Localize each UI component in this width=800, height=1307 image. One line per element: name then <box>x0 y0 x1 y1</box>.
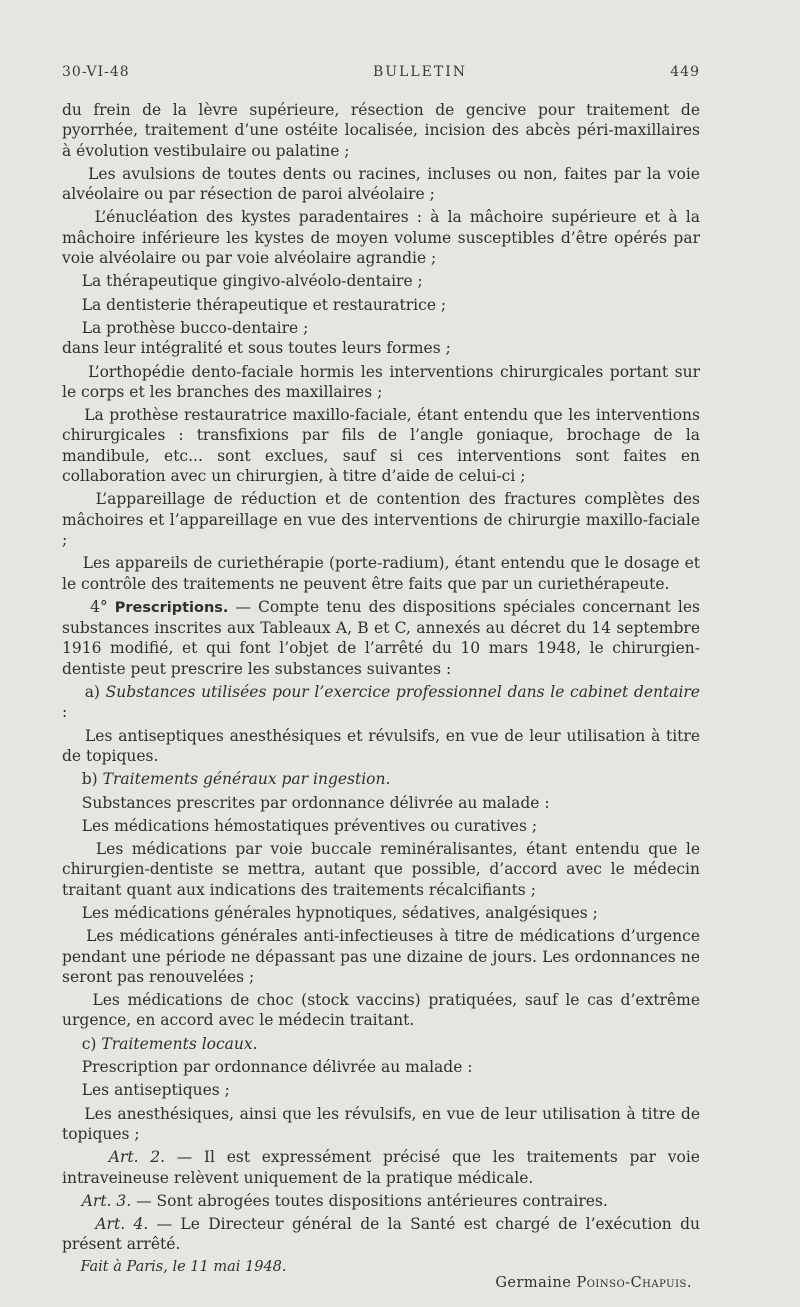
section-c-item: Les antiseptiques ; <box>81 1081 230 1100</box>
paragraph: La prothèse restauratrice maxillo-faciale, étant entendu que les interventions chirurgicales : transfixions par fils de l’angle goniaque, brochage de la mandibule, etc... sont exclues, sauf si ces interventions sont faites en collaboration avec un chirurgien, à titre d’aide de celui-ci ; <box>62 406 700 486</box>
article-label: Art. 2. <box>108 1148 166 1167</box>
header-title: BULLETIN <box>372 64 467 80</box>
paragraph: La dentisterie thérapeutique et restauratrice ; <box>81 295 447 314</box>
article-label: Art. 4. <box>95 1215 149 1234</box>
section-b-item: Les médications par voie buccale reminéralisantes, étant entendu que le chirurgien-dentiste se mettra, autant que possible, d’accord avec le médecin traitant quant aux indications des traitements récalcifiants ; <box>62 840 700 899</box>
signature-block <box>62 1257 700 1293</box>
article: Art. 2. — Il est expressément précisé que les traitements par voie intraveineuse relèvent uniquement de la pratique médicale. <box>62 1148 700 1187</box>
signature-author: Germaine Poinso-Chapuis. <box>495 1274 692 1291</box>
document-body <box>62 100 700 1293</box>
section-c-item: Prescription par ordonnance délivrée au malade : <box>81 1058 473 1077</box>
section-b-item: Les médications de choc (stock vaccins) pratiquées, sauf le cas d’extrême urgence, en accord avec le médecin traitant. <box>62 991 701 1030</box>
paragraph: La thérapeutique gingivo-alvéolo-dentaire ; <box>81 272 423 291</box>
page-number: 449 <box>670 64 700 80</box>
header-date: 30-VI-48 <box>62 64 130 80</box>
article: Art. 4. — Le Directeur général de la Santé est chargé de l’exécution du présent arrêté. <box>62 1215 700 1254</box>
paragraph: L’appareillage de réduction et de contention des fractures complètes des mâchoires et l’appareillage en vue des interventions de chirurgie maxillo-faciale ; <box>62 490 700 549</box>
section-c-heading: c) Traitements locaux. <box>81 1034 258 1053</box>
section-c-item: Les anesthésiques, ainsi que les révulsifs, en vue de leur utilisation à titre de topiques ; <box>62 1104 701 1143</box>
paragraph: dans leur intégralité et sous toutes leurs formes ; <box>62 339 451 358</box>
article: Art. 3. — Sont abrogées toutes dispositions antérieures contraires. <box>81 1191 608 1210</box>
prescriptions-paragraph <box>62 597 700 679</box>
paragraph: du frein de la lèvre supérieure, résection de gencive pour traitement de pyorrhée, traitement d’une ostéite localisée, incision des abcès péri-maxillaires à évolution vestibulaire ou palatine ; <box>62 101 700 160</box>
section-b-item: Substances prescrites par ordonnance délivrée au malade : <box>81 793 550 812</box>
paragraph: L’énucléation des kystes paradentaires : à la mâchoire supérieure et à la mâchoire inférieure les kystes de moyen volume susceptibles d’être opérés par voie alvéolaire ou par voie alvéolaire agrandie ; <box>62 208 700 268</box>
prescriptions-number: 4° <box>90 597 108 616</box>
paragraph: Les appareils de curiethérapie (porte-radium), étant entendu que le dosage et le contrôle des traitements ne peuvent être faits que par un curiethérapeute. <box>62 554 700 593</box>
paragraph: L’orthopédie dento-faciale hormis les interventions chirurgicales portant sur le corps et les branches des maxillaires ; <box>62 362 700 401</box>
section-b-item: Les médications hémostatiques préventives ou curatives ; <box>81 816 538 835</box>
section-b-heading: b) Traitements généraux par ingestion. <box>81 770 391 789</box>
signature-date: Fait à Paris, le 11 mai 1948. <box>80 1258 287 1275</box>
article-label: Art. 3. <box>81 1191 132 1210</box>
paragraph: Les avulsions de toutes dents ou racines, incluses ou non, faites par la voie alvéolaire ou par résection de paroi alvéolaire ; <box>62 164 700 204</box>
section-a-item: Les antiseptiques anesthésiques et révulsifs, en vue de leur utilisation à titre de topiques. <box>62 726 700 765</box>
section-b-item: Les médications générales anti-infectieuses à titre de médications d’urgence pendant une période ne dépassant pas une dizaine de jours. Les ordonnances ne seront pas renouvelées ; <box>62 927 700 986</box>
prescriptions-text: — Compte tenu des dispositions spéciales concernant les substances inscrites aux Tableaux A, B et C, annexés au décret du 14 septembre 1916 modifié, et qui font l’objet de l’arrêté du 10 mars 1948, le chirurgien-dentiste peut prescrire les substances suivantes : <box>62 597 700 678</box>
section-b-item: Les médications générales hypnotiques, sédatives, analgésiques ; <box>81 903 598 922</box>
paragraph: La prothèse bucco-dentaire ; <box>81 318 309 337</box>
page-header <box>62 64 700 80</box>
section-a-heading: a) Substances utilisées pour l’exercice professionnel dans le cabinet dentaire : <box>62 683 700 722</box>
prescriptions-heading: Prescriptions. <box>114 599 229 616</box>
